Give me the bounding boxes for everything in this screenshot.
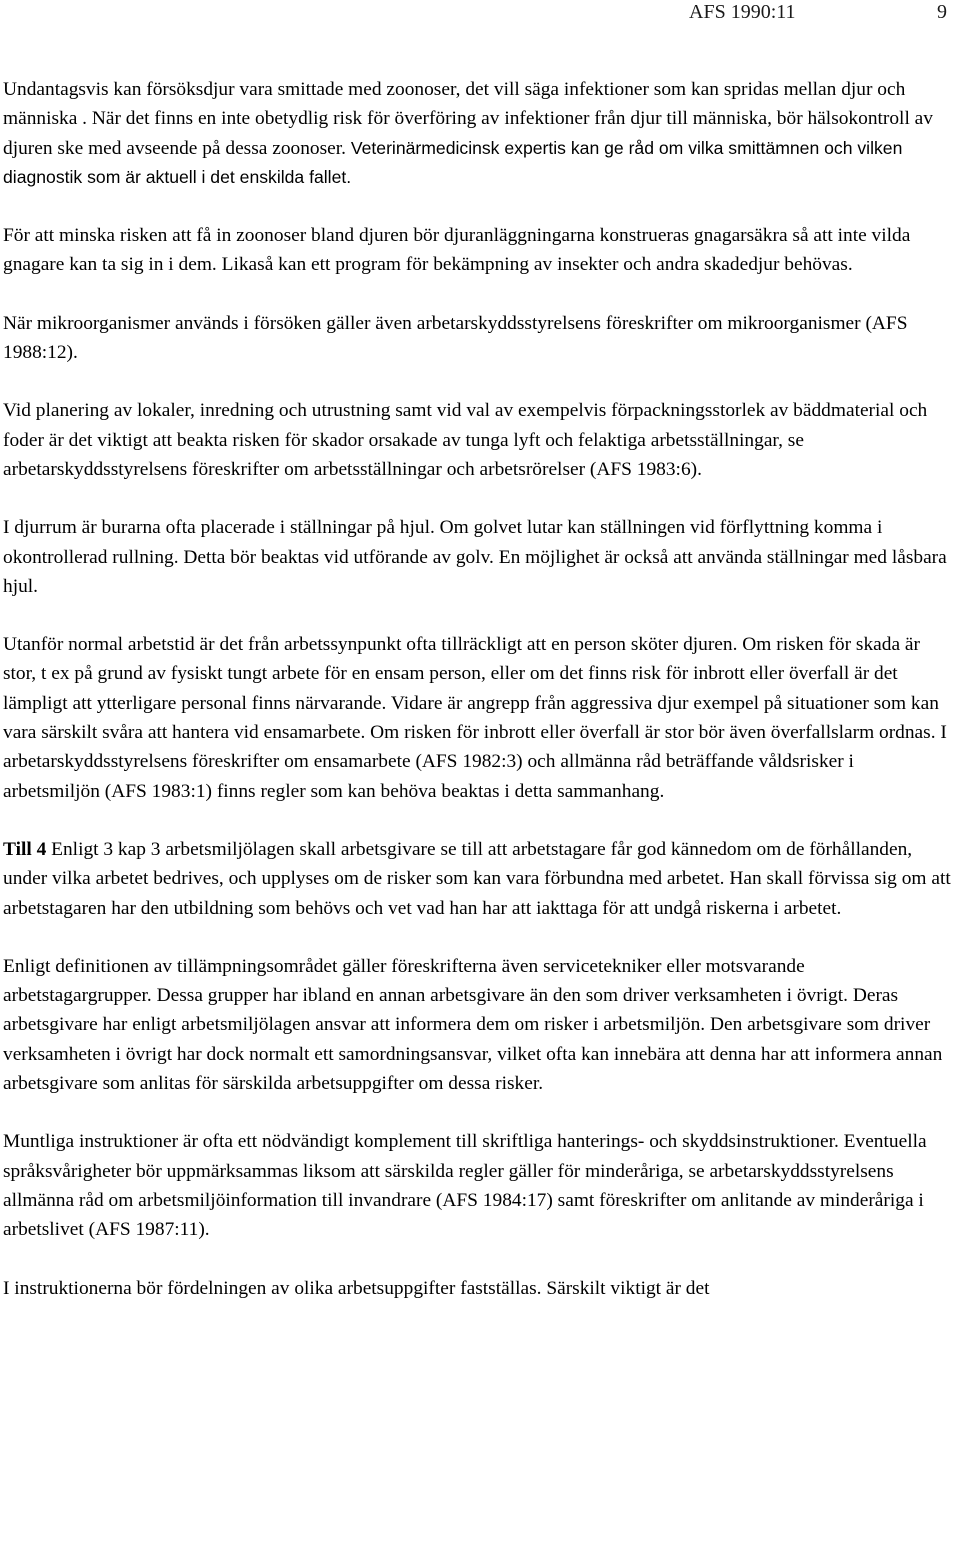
paragraph-zoonoses-veterinary-text: Veterinärmedicinsk expertis kan ge råd om vilka smittämnen och vilken diagnostik som är aktuell i det enskilda fallet. [3, 137, 903, 187]
page-header [0, 0, 960, 30]
page-number: 9 [937, 1, 947, 23]
paragraph-zoonoses-text: Undantagsvis kan försöksdjur vara smittade med zoonoser, det vill säga infektioner som kan spridas mellan djur och människa . När det finns en inte obetydlig risk för överföring av infektioner från djur till människa, bör hälsokontroll av djuren ske med avseende på dessa zoonoser. [3, 79, 933, 159]
paragraph-cage-racks: I djurrum är burarna ofta placerade i ställningar på hjul. Om golvet lutar kan ställningen vid förflyttning komma i okontrollerad rullning. Detta bör beaktas vid utförande av golv. En möjlighet är också att använda ställningar med låsbara hjul. [3, 517, 947, 597]
paragraph-oral-instructions: Muntliga instruktioner är ofta ett nödvändigt komplement till skriftliga hanterings- och skyddsinstruktioner. Eventuella språksvårigheter bör uppmärksammas liksom att särskilda regler gäller för minderåriga, se arbetarskyddsstyrelsens allmänna råd om arbetsmiljöinformation till invandrare (AFS 1984:17) samt föreskrifter om anlitande av minderåriga i arbetslivet (AFS 1987:11). [3, 1131, 927, 1241]
body-text [3, 75, 951, 1303]
paragraph-microorganisms: När mikroorganismer används i försöken gäller även arbetarskyddsstyrelsens föreskrifter om mikroorganismer (AFS 1988:12). [3, 312, 908, 364]
paragraph-zoonoses [3, 75, 951, 192]
section-4-text: Enligt 3 kap 3 arbetsmiljölagen skall arbetsgivare se till att arbetstagare får god kännedom om de förhållanden, under vilka arbetet bedrives, och upplyses om de risker som kan vara förbundna med arbetet. Han skall förvissa sig om att arbetstagaren har den utbildning som behövs och vet vad han har att iakttaga för att undgå riskerna i arbetet. [3, 838, 951, 919]
paragraph-section-4 [3, 835, 951, 923]
paragraph-service-technicians: Enligt definitionen av tillämpningsområdet gäller föreskrifterna även servicetekniker eller motsvarande arbetstagargrupper. Dessa grupper har ibland en annan arbetsgivare än den som driver verksamheten i övrigt. Deras arbetsgivare har enligt arbetsmiljölagen ansvar att informera dem om risker i arbetsmiljön. Den arbetsgivare som driver verksamheten i övrigt har dock normalt ett samordningsansvar, vilket ofta kan innebära att denna har att informera annan arbetsgivare som anlitas för särskilda arbetsuppgifter om dessa risker. [3, 955, 943, 1095]
paragraph-task-distribution: I instruktionerna bör fördelningen av olika arbetsuppgifter fastställas. Särskilt viktigt är det [3, 1277, 710, 1299]
paragraph-rodent-proofing: För att minska risken att få in zoonoser bland djuren bör djuranläggningarna konstrueras gnagarsäkra så att inte vilda gnagare kan ta sig in i dem. Likaså kan ett program för bekämpning av insekter och andra skadedjur behövas. [3, 225, 911, 276]
paragraph-premises-planning: Vid planering av lokaler, inredning och utrustning samt vid val av exempelvis förpackningsstorlek av bäddmaterial och foder är det viktigt att beakta risken för skador orsakade av tunga lyft och felaktiga arbetsställningar, se arbetarskyddsstyrelsens föreskrifter om arbetsställningar och arbetsrörelser (AFS 1983:6). [3, 400, 928, 480]
section-heading: Till 4 [3, 838, 52, 860]
document-reference: AFS 1990:11 [689, 1, 796, 23]
paragraph-lone-work: Utanför normal arbetstid är det från arbetssynpunkt ofta tillräckligt att en person sköter djuren. Om risken för skada är stor, t ex på grund av fysiskt tungt arbete för en ensam person, eller om det finns risk för inbrott eller överfall är det lämpligt att ytterligare personal finns närvarande. Vidare är angrepp från aggressiva djur exempel på situationer som kan vara särskilt svåra att hantera vid ensamarbete. Om risken för inbrott eller överfall är stor bör även överfallslarm ordnas. I arbetarskyddsstyrelsens föreskrifter om ensamarbete (AFS 1982:3) och allmänna råd beträffande våldsrisker i arbetsmiljön (AFS 1983:1) finns regler som kan behöva beaktas i detta sammanhang. [3, 634, 947, 802]
